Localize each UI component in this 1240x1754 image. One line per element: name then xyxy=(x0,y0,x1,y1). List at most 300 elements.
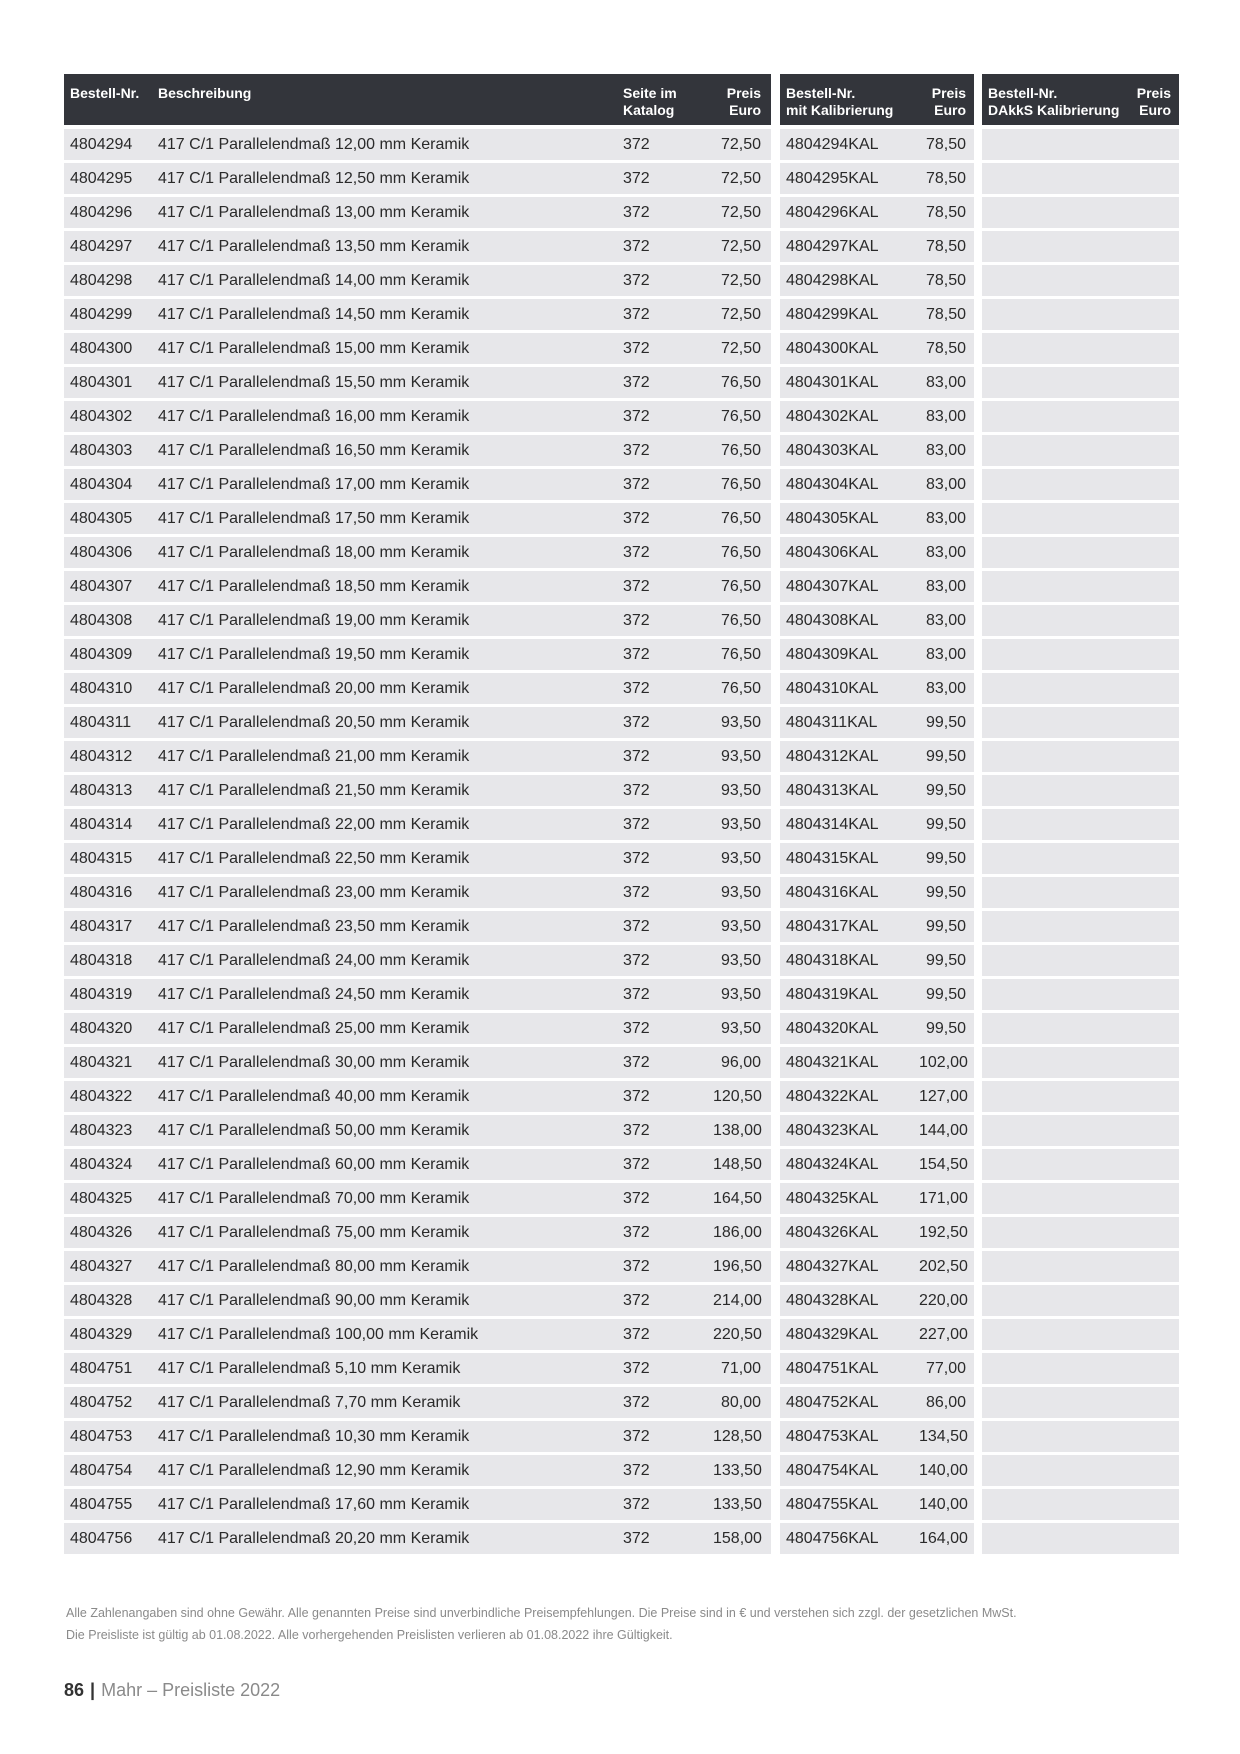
cell-seite: 372 xyxy=(623,680,650,697)
cell-kal-preis: 83,00 xyxy=(925,374,966,391)
cell-kal-nr: 4804323KAL xyxy=(786,1122,879,1139)
cell-seite: 372 xyxy=(623,408,650,425)
cell-dakks-preis xyxy=(1129,537,1179,568)
cell-seite: 372 xyxy=(623,782,650,799)
cell-kal-nr: 4804312KAL xyxy=(786,748,879,765)
footer-note-line2: Die Preisliste ist gültig ab 01.08.2022. Alle vorhergehenden Preislisten verlieren ab 01.08.2022 ihre Gültigkeit. xyxy=(66,1628,673,1642)
cell-dakks-preis xyxy=(1129,571,1179,602)
row-block-kalibrierung xyxy=(780,231,974,262)
row-block-kalibrierung xyxy=(780,1115,974,1146)
cell-preis: 96,00 xyxy=(720,1054,761,1071)
cell-beschreibung: 417 C/1 Parallelendmaß 60,00 mm Keramik xyxy=(158,1156,470,1173)
cell-beschreibung: 417 C/1 Parallelendmaß 5,10 mm Keramik xyxy=(158,1360,461,1377)
table-row xyxy=(64,1489,1175,1520)
row-block-dakks xyxy=(982,1251,1179,1282)
cell-preis: 93,50 xyxy=(720,918,761,935)
cell-preis: 148,50 xyxy=(713,1156,762,1173)
cell-dakks-preis xyxy=(1129,435,1179,466)
row-block-dakks xyxy=(982,1149,1179,1180)
row-block-kalibrierung xyxy=(780,911,974,942)
table-body xyxy=(64,129,1175,1554)
table-row xyxy=(64,1523,1175,1554)
row-block-main xyxy=(64,1319,771,1350)
cell-bestell-nr: 4804319 xyxy=(70,986,133,1003)
table-row xyxy=(64,707,1175,738)
row-block-main xyxy=(64,639,771,670)
cell-kal-preis: 99,50 xyxy=(925,714,966,731)
cell-kal-nr: 4804753KAL xyxy=(786,1428,879,1445)
row-block-dakks xyxy=(982,333,1179,364)
cell-kal-preis: 78,50 xyxy=(925,204,966,221)
cell-kal-nr: 4804315KAL xyxy=(786,850,879,867)
cell-dakks-nr xyxy=(982,775,1129,806)
table-row xyxy=(64,197,1175,228)
row-block-kalibrierung xyxy=(780,401,974,432)
cell-beschreibung: 417 C/1 Parallelendmaß 100,00 mm Keramik xyxy=(158,1326,479,1343)
cell-beschreibung: 417 C/1 Parallelendmaß 22,50 mm Keramik xyxy=(158,850,470,867)
cell-beschreibung: 417 C/1 Parallelendmaß 20,50 mm Keramik xyxy=(158,714,470,731)
row-block-main xyxy=(64,1421,771,1452)
cell-dakks-nr xyxy=(982,1251,1129,1282)
cell-kal-preis: 202,50 xyxy=(919,1258,968,1275)
row-block-kalibrierung xyxy=(780,1149,974,1180)
header-block-kalibrierung xyxy=(780,74,974,125)
cell-seite: 372 xyxy=(623,510,650,527)
row-block-dakks xyxy=(982,775,1179,806)
cell-seite: 372 xyxy=(623,1156,650,1173)
table-row xyxy=(64,639,1175,670)
cell-preis: 72,50 xyxy=(720,170,761,187)
cell-preis: 164,50 xyxy=(713,1190,762,1207)
row-block-kalibrierung xyxy=(780,1081,974,1112)
cell-dakks-preis xyxy=(1129,265,1179,296)
cell-dakks-nr xyxy=(982,1319,1129,1350)
cell-beschreibung: 417 C/1 Parallelendmaß 7,70 mm Keramik xyxy=(158,1394,461,1411)
table-row xyxy=(64,741,1175,772)
cell-kal-preis: 83,00 xyxy=(925,442,966,459)
cell-kal-nr: 4804311KAL xyxy=(786,714,878,731)
cell-beschreibung: 417 C/1 Parallelendmaß 25,00 mm Keramik xyxy=(158,1020,470,1037)
table-row xyxy=(64,1285,1175,1316)
header-block-dakks xyxy=(982,74,1179,125)
cell-bestell-nr: 4804317 xyxy=(70,918,133,935)
cell-kal-nr: 4804751KAL xyxy=(786,1360,879,1377)
table-row xyxy=(64,367,1175,398)
cell-beschreibung: 417 C/1 Parallelendmaß 13,50 mm Keramik xyxy=(158,238,470,255)
row-block-dakks xyxy=(982,1455,1179,1486)
cell-dakks-nr xyxy=(982,1217,1129,1248)
row-block-main xyxy=(64,945,771,976)
cell-dakks-preis xyxy=(1129,163,1179,194)
cell-beschreibung: 417 C/1 Parallelendmaß 21,00 mm Keramik xyxy=(158,748,470,765)
row-block-dakks xyxy=(982,741,1179,772)
row-block-main xyxy=(64,605,771,636)
table-row xyxy=(64,911,1175,942)
row-block-kalibrierung xyxy=(780,1183,974,1214)
row-block-kalibrierung xyxy=(780,503,974,534)
cell-preis: 76,50 xyxy=(720,442,761,459)
cell-dakks-nr xyxy=(982,945,1129,976)
table-row xyxy=(64,1149,1175,1180)
row-block-dakks xyxy=(982,1387,1179,1418)
cell-dakks-nr xyxy=(982,639,1129,670)
cell-bestell-nr: 4804299 xyxy=(70,306,133,323)
cell-kal-preis: 127,00 xyxy=(919,1088,968,1105)
cell-beschreibung: 417 C/1 Parallelendmaß 22,00 mm Keramik xyxy=(158,816,470,833)
cell-beschreibung: 417 C/1 Parallelendmaß 24,50 mm Keramik xyxy=(158,986,470,1003)
table-row xyxy=(64,1387,1175,1418)
cell-preis: 76,50 xyxy=(720,476,761,493)
row-block-dakks xyxy=(982,1115,1179,1146)
cell-kal-nr: 4804297KAL xyxy=(786,238,879,255)
cell-kal-preis: 192,50 xyxy=(919,1224,968,1241)
cell-dakks-nr xyxy=(982,605,1129,636)
cell-bestell-nr: 4804303 xyxy=(70,442,133,459)
cell-seite: 372 xyxy=(623,612,650,629)
row-block-main xyxy=(64,1217,771,1248)
cell-kal-preis: 99,50 xyxy=(925,816,966,833)
row-block-main xyxy=(64,265,771,296)
cell-dakks-preis xyxy=(1129,1081,1179,1112)
cell-preis: 71,00 xyxy=(720,1360,761,1377)
cell-beschreibung: 417 C/1 Parallelendmaß 40,00 mm Keramik xyxy=(158,1088,470,1105)
cell-kal-nr: 4804320KAL xyxy=(786,1020,879,1037)
cell-kal-preis: 227,00 xyxy=(919,1326,968,1343)
row-block-main xyxy=(64,1455,771,1486)
cell-bestell-nr: 4804309 xyxy=(70,646,133,663)
cell-bestell-nr: 4804320 xyxy=(70,1020,133,1037)
header-preis: Preis Euro xyxy=(726,85,761,118)
header-kal-preis: Preis Euro xyxy=(931,85,966,118)
cell-dakks-nr xyxy=(982,333,1129,364)
cell-beschreibung: 417 C/1 Parallelendmaß 20,00 mm Keramik xyxy=(158,680,470,697)
cell-dakks-preis xyxy=(1129,809,1179,840)
cell-kal-nr: 4804309KAL xyxy=(786,646,879,663)
cell-seite: 372 xyxy=(623,204,650,221)
row-block-main xyxy=(64,231,771,262)
table-row xyxy=(64,843,1175,874)
row-block-kalibrierung xyxy=(780,1217,974,1248)
cell-seite: 372 xyxy=(623,748,650,765)
cell-bestell-nr: 4804323 xyxy=(70,1122,133,1139)
row-block-kalibrierung xyxy=(780,1387,974,1418)
cell-dakks-nr xyxy=(982,741,1129,772)
row-block-main xyxy=(64,707,771,738)
cell-beschreibung: 417 C/1 Parallelendmaß 30,00 mm Keramik xyxy=(158,1054,470,1071)
cell-beschreibung: 417 C/1 Parallelendmaß 23,00 mm Keramik xyxy=(158,884,470,901)
cell-bestell-nr: 4804307 xyxy=(70,578,133,595)
cell-kal-nr: 4804318KAL xyxy=(786,952,879,969)
cell-dakks-nr xyxy=(982,1455,1129,1486)
table-row xyxy=(64,877,1175,908)
row-block-dakks xyxy=(982,129,1179,160)
row-block-dakks xyxy=(982,1217,1179,1248)
cell-beschreibung: 417 C/1 Parallelendmaß 19,00 mm Keramik xyxy=(158,612,470,629)
cell-dakks-nr xyxy=(982,1081,1129,1112)
cell-kal-nr: 4804314KAL xyxy=(786,816,879,833)
cell-beschreibung: 417 C/1 Parallelendmaß 17,50 mm Keramik xyxy=(158,510,470,527)
price-table xyxy=(64,74,1175,1557)
row-block-kalibrierung xyxy=(780,197,974,228)
row-block-dakks xyxy=(982,843,1179,874)
cell-dakks-nr xyxy=(982,1013,1129,1044)
header-block-main xyxy=(64,74,771,125)
cell-dakks-preis xyxy=(1129,469,1179,500)
cell-dakks-nr xyxy=(982,129,1129,160)
row-block-kalibrierung xyxy=(780,1047,974,1078)
row-block-main xyxy=(64,197,771,228)
row-block-kalibrierung xyxy=(780,367,974,398)
row-block-kalibrierung xyxy=(780,571,974,602)
cell-dakks-nr xyxy=(982,1285,1129,1316)
cell-bestell-nr: 4804300 xyxy=(70,340,133,357)
row-block-dakks xyxy=(982,401,1179,432)
cell-kal-preis: 83,00 xyxy=(925,408,966,425)
cell-bestell-nr: 4804314 xyxy=(70,816,133,833)
cell-seite: 372 xyxy=(623,1224,650,1241)
row-block-dakks xyxy=(982,367,1179,398)
cell-dakks-preis xyxy=(1129,401,1179,432)
cell-seite: 372 xyxy=(623,1428,650,1445)
row-block-main xyxy=(64,1149,771,1180)
cell-beschreibung: 417 C/1 Parallelendmaß 50,00 mm Keramik xyxy=(158,1122,470,1139)
cell-beschreibung: 417 C/1 Parallelendmaß 24,00 mm Keramik xyxy=(158,952,470,969)
cell-dakks-nr xyxy=(982,163,1129,194)
row-block-kalibrierung xyxy=(780,639,974,670)
row-block-dakks xyxy=(982,469,1179,500)
cell-seite: 372 xyxy=(623,714,650,731)
cell-kal-nr: 4804300KAL xyxy=(786,340,879,357)
row-block-dakks xyxy=(982,605,1179,636)
cell-dakks-nr xyxy=(982,265,1129,296)
cell-seite: 372 xyxy=(623,1088,650,1105)
cell-kal-nr: 4804321KAL xyxy=(786,1054,879,1071)
row-block-main xyxy=(64,1115,771,1146)
cell-bestell-nr: 4804310 xyxy=(70,680,133,697)
cell-beschreibung: 417 C/1 Parallelendmaß 16,50 mm Keramik xyxy=(158,442,470,459)
cell-dakks-preis xyxy=(1129,1319,1179,1350)
cell-kal-nr: 4804313KAL xyxy=(786,782,879,799)
row-block-main xyxy=(64,1047,771,1078)
row-block-main xyxy=(64,1183,771,1214)
row-block-dakks xyxy=(982,537,1179,568)
table-row xyxy=(64,231,1175,262)
page-number: 86 xyxy=(64,1680,85,1700)
cell-kal-preis: 86,00 xyxy=(925,1394,966,1411)
cell-seite: 372 xyxy=(623,1020,650,1037)
cell-preis: 220,50 xyxy=(713,1326,762,1343)
table-row xyxy=(64,299,1175,330)
cell-dakks-nr xyxy=(982,1149,1129,1180)
cell-dakks-preis xyxy=(1129,945,1179,976)
row-block-kalibrierung xyxy=(780,843,974,874)
cell-dakks-nr xyxy=(982,1421,1129,1452)
cell-preis: 93,50 xyxy=(720,1020,761,1037)
cell-preis: 76,50 xyxy=(720,578,761,595)
cell-preis: 214,00 xyxy=(713,1292,762,1309)
cell-beschreibung: 417 C/1 Parallelendmaß 23,50 mm Keramik xyxy=(158,918,470,935)
table-row xyxy=(64,333,1175,364)
cell-dakks-preis xyxy=(1129,843,1179,874)
cell-kal-nr: 4804322KAL xyxy=(786,1088,879,1105)
row-block-dakks xyxy=(982,877,1179,908)
cell-preis: 138,00 xyxy=(713,1122,762,1139)
cell-dakks-preis xyxy=(1129,1353,1179,1384)
cell-kal-preis: 78,50 xyxy=(925,272,966,289)
table-row xyxy=(64,605,1175,636)
cell-preis: 133,50 xyxy=(713,1462,762,1479)
row-block-dakks xyxy=(982,1421,1179,1452)
cell-kal-preis: 99,50 xyxy=(925,748,966,765)
table-row xyxy=(64,1421,1175,1452)
footer-separator: | xyxy=(90,1680,96,1700)
cell-preis: 76,50 xyxy=(720,544,761,561)
cell-seite: 372 xyxy=(623,986,650,1003)
table-row xyxy=(64,809,1175,840)
cell-kal-preis: 78,50 xyxy=(925,238,966,255)
cell-bestell-nr: 4804754 xyxy=(70,1462,133,1479)
row-block-main xyxy=(64,911,771,942)
footer-note-line1: Alle Zahlenangaben sind ohne Gewähr. Alle genannten Preise sind unverbindliche Preisempfehlungen. Die Preise sind in € und verstehen sich zzgl. der gesetzlichen MwSt. xyxy=(66,1606,1017,1620)
cell-bestell-nr: 4804306 xyxy=(70,544,133,561)
row-block-main xyxy=(64,775,771,806)
cell-seite: 372 xyxy=(623,578,650,595)
row-block-kalibrierung xyxy=(780,1319,974,1350)
cell-seite: 372 xyxy=(623,476,650,493)
row-block-dakks xyxy=(982,639,1179,670)
cell-bestell-nr: 4804311 xyxy=(70,714,132,731)
cell-seite: 372 xyxy=(623,1122,650,1139)
row-block-dakks xyxy=(982,231,1179,262)
row-block-main xyxy=(64,1489,771,1520)
cell-beschreibung: 417 C/1 Parallelendmaß 12,90 mm Keramik xyxy=(158,1462,470,1479)
cell-preis: 80,00 xyxy=(720,1394,761,1411)
cell-kal-preis: 99,50 xyxy=(925,884,966,901)
cell-kal-preis: 83,00 xyxy=(925,476,966,493)
footer-note xyxy=(66,1602,1017,1646)
cell-kal-nr: 4804295KAL xyxy=(786,170,879,187)
row-block-main xyxy=(64,503,771,534)
cell-preis: 76,50 xyxy=(720,374,761,391)
cell-kal-preis: 140,00 xyxy=(919,1462,968,1479)
cell-preis: 186,00 xyxy=(713,1224,762,1241)
cell-kal-nr: 4804756KAL xyxy=(786,1530,879,1547)
row-block-dakks xyxy=(982,1285,1179,1316)
cell-kal-preis: 99,50 xyxy=(925,782,966,799)
cell-seite: 372 xyxy=(623,1360,650,1377)
cell-dakks-preis xyxy=(1129,197,1179,228)
cell-preis: 133,50 xyxy=(713,1496,762,1513)
cell-dakks-nr xyxy=(982,537,1129,568)
row-block-main xyxy=(64,435,771,466)
row-block-main xyxy=(64,1353,771,1384)
row-block-main xyxy=(64,571,771,602)
row-block-dakks xyxy=(982,1523,1179,1554)
cell-seite: 372 xyxy=(623,850,650,867)
cell-kal-preis: 99,50 xyxy=(925,952,966,969)
row-block-main xyxy=(64,333,771,364)
cell-dakks-nr xyxy=(982,197,1129,228)
cell-bestell-nr: 4804324 xyxy=(70,1156,133,1173)
row-block-main xyxy=(64,843,771,874)
table-row xyxy=(64,1353,1175,1384)
cell-bestell-nr: 4804321 xyxy=(70,1054,133,1071)
cell-seite: 372 xyxy=(623,918,650,935)
cell-kal-nr: 4804324KAL xyxy=(786,1156,879,1173)
cell-kal-nr: 4804304KAL xyxy=(786,476,879,493)
table-row xyxy=(64,1251,1175,1282)
cell-seite: 372 xyxy=(623,374,650,391)
cell-seite: 372 xyxy=(623,238,650,255)
footer-title: Mahr – Preisliste 2022 xyxy=(101,1680,281,1700)
table-row xyxy=(64,1455,1175,1486)
cell-kal-nr: 4804755KAL xyxy=(786,1496,879,1513)
cell-dakks-nr xyxy=(982,809,1129,840)
cell-beschreibung: 417 C/1 Parallelendmaß 18,50 mm Keramik xyxy=(158,578,470,595)
cell-dakks-preis xyxy=(1129,1489,1179,1520)
cell-dakks-preis xyxy=(1129,1285,1179,1316)
cell-dakks-nr xyxy=(982,843,1129,874)
table-row xyxy=(64,265,1175,296)
table-row xyxy=(64,945,1175,976)
cell-beschreibung: 417 C/1 Parallelendmaß 10,30 mm Keramik xyxy=(158,1428,470,1445)
cell-bestell-nr: 4804295 xyxy=(70,170,133,187)
cell-kal-nr: 4804294KAL xyxy=(786,136,879,153)
cell-preis: 76,50 xyxy=(720,680,761,697)
table-row xyxy=(64,469,1175,500)
row-block-dakks xyxy=(982,1081,1179,1112)
row-block-dakks xyxy=(982,163,1179,194)
table-row xyxy=(64,401,1175,432)
cell-dakks-preis xyxy=(1129,1251,1179,1282)
cell-bestell-nr: 4804304 xyxy=(70,476,133,493)
header-seite: Seite im Katalog xyxy=(623,85,677,118)
row-block-dakks xyxy=(982,1013,1179,1044)
cell-bestell-nr: 4804756 xyxy=(70,1530,133,1547)
cell-seite: 372 xyxy=(623,884,650,901)
cell-kal-nr: 4804308KAL xyxy=(786,612,879,629)
cell-kal-nr: 4804310KAL xyxy=(786,680,879,697)
cell-beschreibung: 417 C/1 Parallelendmaß 17,00 mm Keramik xyxy=(158,476,470,493)
table-row xyxy=(64,1115,1175,1146)
cell-seite: 372 xyxy=(623,340,650,357)
row-block-kalibrierung xyxy=(780,945,974,976)
cell-beschreibung: 417 C/1 Parallelendmaß 14,00 mm Keramik xyxy=(158,272,470,289)
table-row xyxy=(64,503,1175,534)
cell-dakks-nr xyxy=(982,503,1129,534)
header-dakks-nr: Bestell-Nr. DAkkS Kalibrierung xyxy=(988,85,1120,118)
row-block-main xyxy=(64,979,771,1010)
cell-dakks-preis xyxy=(1129,741,1179,772)
row-block-dakks xyxy=(982,197,1179,228)
cell-seite: 372 xyxy=(623,272,650,289)
row-block-kalibrierung xyxy=(780,1489,974,1520)
cell-kal-nr: 4804316KAL xyxy=(786,884,879,901)
cell-kal-preis: 83,00 xyxy=(925,544,966,561)
cell-dakks-preis xyxy=(1129,775,1179,806)
cell-beschreibung: 417 C/1 Parallelendmaß 17,60 mm Keramik xyxy=(158,1496,470,1513)
cell-bestell-nr: 4804755 xyxy=(70,1496,133,1513)
cell-dakks-preis xyxy=(1129,1421,1179,1452)
cell-dakks-nr xyxy=(982,1183,1129,1214)
cell-preis: 93,50 xyxy=(720,884,761,901)
row-block-main xyxy=(64,469,771,500)
cell-dakks-preis xyxy=(1129,979,1179,1010)
cell-dakks-preis xyxy=(1129,1387,1179,1418)
cell-kal-preis: 134,50 xyxy=(919,1428,968,1445)
cell-beschreibung: 417 C/1 Parallelendmaß 12,00 mm Keramik xyxy=(158,136,470,153)
cell-kal-preis: 78,50 xyxy=(925,340,966,357)
